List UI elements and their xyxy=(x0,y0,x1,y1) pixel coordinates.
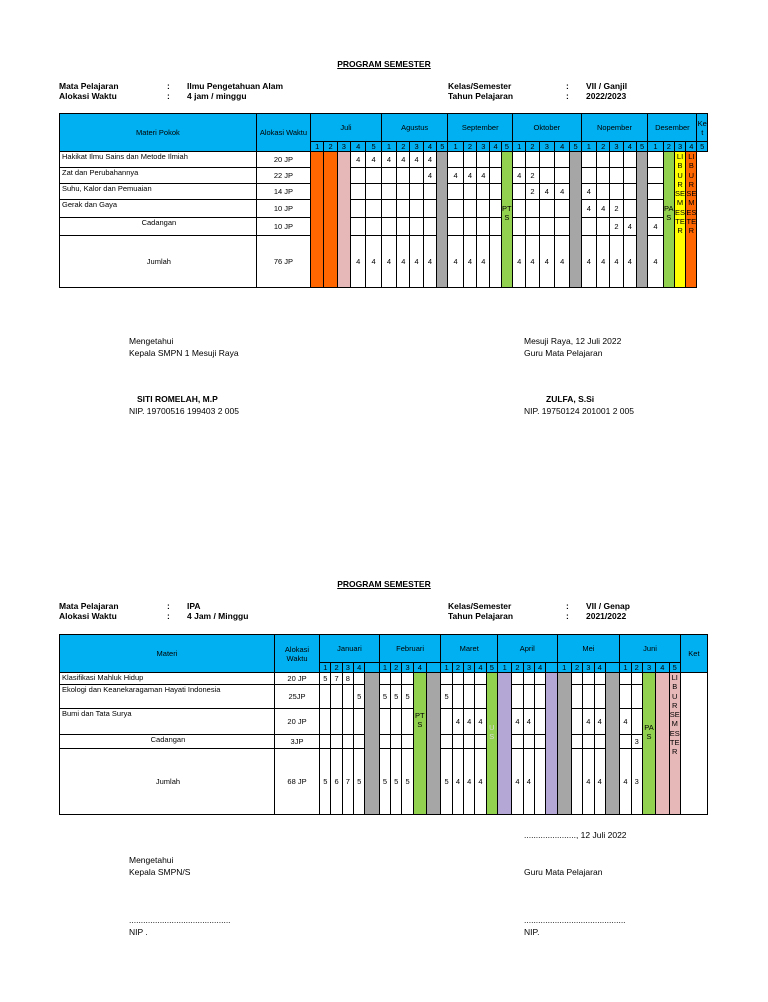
materi-header: Materi Pokok xyxy=(60,114,257,152)
pas-label: PAS xyxy=(642,673,655,815)
pas-label: PAS xyxy=(663,152,674,288)
guru-sign-line: ........................................... xyxy=(524,915,626,925)
month-header: Januari xyxy=(320,635,380,663)
table-row: Hakikat Ilmu Sains dan Metode Ilmiah 20 JP 4 4 4 4 4 4 PTS PAS LIBUR SEMESTER LIBUR SEMESTER xyxy=(60,152,708,168)
kepala-text: Kepala SMPN 1 Mesuji Raya xyxy=(129,348,239,358)
mapel-label: Mata Pelajaran xyxy=(59,601,119,611)
materi-cell: Jumlah xyxy=(60,749,275,815)
mapel-label: Mata Pelajaran xyxy=(59,81,119,91)
colon: : xyxy=(167,91,170,101)
month-header: Oktober xyxy=(513,114,582,142)
table-row: Ekologi dan Keanekaragaman Hayati Indonesia 25JP 5 5 5 5 5 xyxy=(60,685,708,709)
month-header: Juni xyxy=(620,635,681,663)
tahun-value: 2022/2023 xyxy=(586,91,627,101)
guru-text: Guru Mata Pelajaran xyxy=(524,867,603,877)
doc1-sign-right xyxy=(524,335,621,359)
colon: : xyxy=(566,91,569,101)
ket-header: Ket xyxy=(680,635,707,673)
table-row: Bumi dan Tata Surya 20 JP 4 4 4 4 4 4 4 4 xyxy=(60,709,708,735)
mengetahui-text: Mengetahui xyxy=(129,336,174,346)
doc1-schedule-table: Materi Pokok Alokasi Waktu Juli Agustus September Oktober Nopember Desember Ket 1 2 3 4 5 1 2 3 4 5 1 2 3 4 5 1 2 3 4 5 1 2 3 4 5 1 2 3 4 5 Hakikat Ilmu Sains dan Metode Ilmiah 20 JP 4 4 4 4 4 4 PTS PAS LIBUR SEMESTER LIBUR SEMESTER Zat dan Perubahannya 22 JP 4 4 4 4 4 2 Suhu, Kalor dan Pemuaian 14 JP 2 4 4 4 Gerak dan Gaya 10 JP 4 4 2 Cadangan 10 JP 2 4 4 Jumlah 76 JP 4 4 4 4 4 4 4 4 4 4 4 4 4 4 4 4 4 4 xyxy=(59,113,708,288)
mapel-value: IPA xyxy=(187,601,201,611)
alokasi-value: 4 jam / minggu xyxy=(187,91,247,101)
month-header: Maret xyxy=(441,635,498,663)
jp-cell: 25JP xyxy=(274,685,319,709)
jp-cell: 10 JP xyxy=(256,200,310,218)
table-row: Jumlah 68 JP 5 6 7 5 5 5 5 5 4 4 4 4 4 4 4 4 3 xyxy=(60,749,708,815)
materi-cell: Suhu, Kalor dan Pemuaian xyxy=(60,184,257,200)
ket-header: Ket xyxy=(697,114,708,142)
guru-text: Guru Mata Pelajaran xyxy=(524,348,603,358)
month-header: Juli xyxy=(311,114,382,142)
tahun-label: Tahun Pelajaran xyxy=(448,611,514,621)
month-header: Agustus xyxy=(381,114,448,142)
libur-label: LIBUR SEMESTER xyxy=(669,673,680,815)
doc2-title: PROGRAM SEMESTER xyxy=(337,579,431,589)
month-header: Nopember xyxy=(581,114,648,142)
month-header: Desember xyxy=(648,114,697,142)
alokasi-label: Alokasi Waktu xyxy=(59,91,117,101)
jp-cell: 22 JP xyxy=(256,168,310,184)
tahun-value: 2021/2022 xyxy=(586,611,627,621)
month-header: September xyxy=(448,114,513,142)
kepala-sign-line: ........................................... xyxy=(129,915,231,925)
table-row: Zat dan Perubahannya 22 JP 4 4 4 4 4 2 xyxy=(60,168,708,184)
pts-label: PTS xyxy=(501,152,512,288)
jp-cell: 76 JP xyxy=(256,236,310,288)
doc2-schedule-table: Materi Alokasi Waktu Januari Februari Maret April Mei Juni Ket 1 2 3 4 1 2 3 4 1 2 3 4 5 1 2 3 4 1 2 3 4 1 2 3 4 5 Klasifikasi Mahluk Hidup 20 JP 5 7 8 PTS US PAS LIBUR SEMESTER Ekologi dan Keanekaragaman Hayati Indonesia 25JP 5 5 5 5 5 Bumi dan Tata Surya 20 JP 4 4 4 4 4 4 4 4 Cadangan 3JP 3 Jumlah 68 JP 5 6 7 5 5 5 5 5 4 4 4 4 4 4 4 4 3 xyxy=(59,634,708,815)
materi-cell: Cadangan xyxy=(60,218,257,236)
doc1-title: PROGRAM SEMESTER xyxy=(337,59,431,69)
pts-label: PTS xyxy=(413,673,426,815)
libur-label: LIBUR SEMESTER xyxy=(674,152,685,288)
guru-nip: NIP. xyxy=(524,927,540,937)
kelas-label: Kelas/Semester xyxy=(448,81,512,91)
doc1-info-left xyxy=(59,81,283,101)
alokasi-header: Alokasi Waktu xyxy=(274,635,319,673)
colon: : xyxy=(566,601,569,611)
materi-cell: Zat dan Perubahannya xyxy=(60,168,257,184)
doc2-info-right xyxy=(448,601,630,621)
guru-name: ZULFA, S.Si xyxy=(546,394,595,404)
jp-cell: 3JP xyxy=(274,735,319,749)
colon: : xyxy=(167,81,170,91)
materi-cell: Cadangan xyxy=(60,735,275,749)
mengetahui-text: Mengetahui xyxy=(129,855,174,865)
jp-cell: 20 JP xyxy=(274,673,319,685)
colon: : xyxy=(167,611,170,621)
materi-header: Materi xyxy=(60,635,275,673)
colon: : xyxy=(566,611,569,621)
table-row: Gerak dan Gaya 10 JP 4 4 2 xyxy=(60,200,708,218)
table-row: Klasifikasi Mahluk Hidup 20 JP 5 7 8 PTS US PAS LIBUR SEMESTER xyxy=(60,673,708,685)
kepala-nip: NIP. 19700516 199403 2 005 xyxy=(129,406,239,416)
jp-cell: 68 JP xyxy=(274,749,319,815)
table-row: Jumlah 76 JP 4 4 4 4 4 4 4 4 4 4 4 4 4 4 4 4 4 4 xyxy=(60,236,708,288)
kepala-nip: NIP . xyxy=(129,927,148,937)
materi-cell: Jumlah xyxy=(60,236,257,288)
tahun-label: Tahun Pelajaran xyxy=(448,91,514,101)
jp-cell: 20 JP xyxy=(274,709,319,735)
mapel-value: Ilmu Pengetahuan Alam xyxy=(187,81,284,91)
libur-label: LIBUR SEMESTER xyxy=(686,152,697,288)
table-row: Cadangan 10 JP 2 4 4 xyxy=(60,218,708,236)
colon: : xyxy=(566,81,569,91)
doc2-sign-left xyxy=(129,854,190,878)
kelas-value: VII / Genap xyxy=(586,601,630,611)
alokasi-header: Alokasi Waktu xyxy=(256,114,310,152)
month-header: April xyxy=(497,635,557,663)
kepala-name: SITI ROMELAH, M.P xyxy=(137,394,218,404)
alokasi-label: Alokasi Waktu xyxy=(59,611,117,621)
us-label: US xyxy=(486,673,497,815)
doc2-info-left xyxy=(59,601,248,621)
month-header: Mei xyxy=(557,635,620,663)
materi-cell: Gerak dan Gaya xyxy=(60,200,257,218)
kelas-label: Kelas/Semester xyxy=(448,601,512,611)
jp-cell: 14 JP xyxy=(256,184,310,200)
materi-cell: Ekologi dan Keanekaragaman Hayati Indonesia xyxy=(60,685,275,709)
guru-nip: NIP. 19750124 201001 2 005 xyxy=(524,406,634,416)
date-text: Mesuji Raya, 12 Juli 2022 xyxy=(524,336,622,346)
table-row: Suhu, Kalor dan Pemuaian 14 JP 2 4 4 4 xyxy=(60,184,708,200)
kelas-value: VII / Ganjil xyxy=(586,81,628,91)
alokasi-value: 4 Jam / Minggu xyxy=(187,611,249,621)
colon: : xyxy=(167,601,170,611)
jp-cell: 20 JP xyxy=(256,152,310,168)
doc1-sign-left xyxy=(129,335,239,359)
doc2-date: ......................, 12 Juli 2022 xyxy=(524,830,627,840)
jp-cell: 10 JP xyxy=(256,218,310,236)
materi-cell: Bumi dan Tata Surya xyxy=(60,709,275,735)
materi-cell: Hakikat Ilmu Sains dan Metode Ilmiah xyxy=(60,152,257,168)
month-header: Februari xyxy=(379,635,441,663)
materi-cell: Klasifikasi Mahluk Hidup xyxy=(60,673,275,685)
kepala-text: Kepala SMPN/S xyxy=(129,867,191,877)
doc1-info-right xyxy=(448,81,627,101)
table-row: Cadangan 3JP 3 xyxy=(60,735,708,749)
